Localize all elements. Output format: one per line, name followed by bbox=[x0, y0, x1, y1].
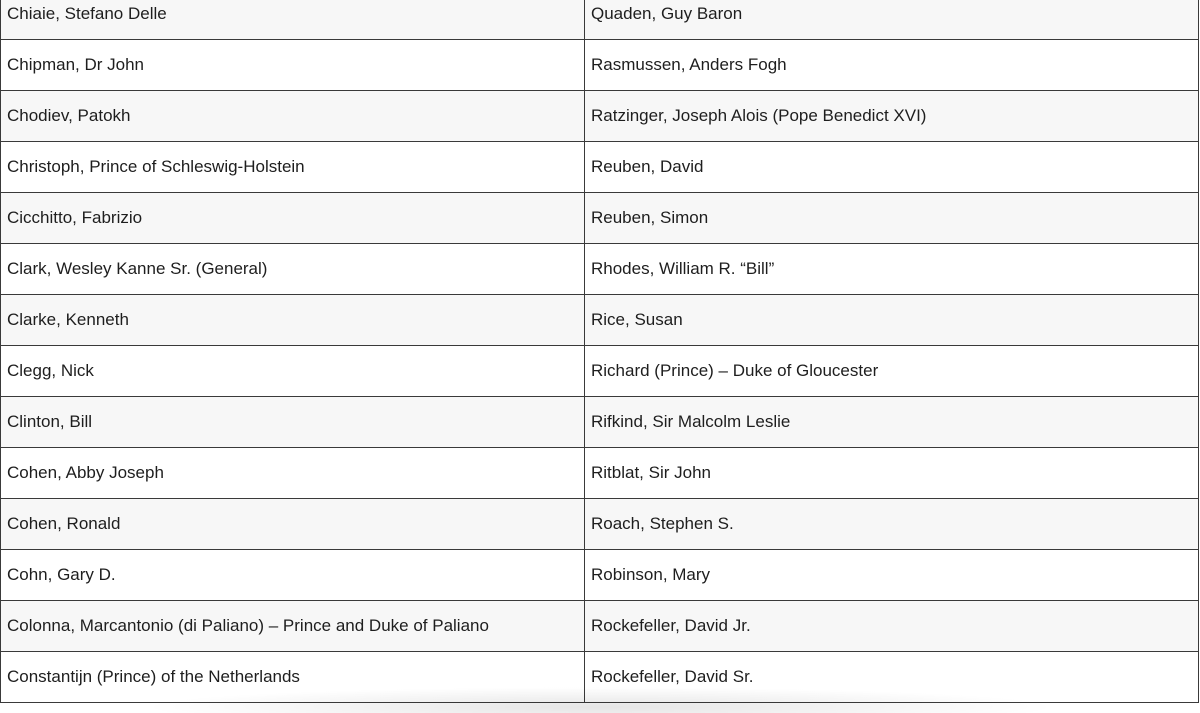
table-row bbox=[1, 193, 1199, 244]
left-name-cell: Christoph, Prince of Schleswig-Holstein bbox=[1, 142, 585, 193]
left-name-cell: Clarke, Kenneth bbox=[1, 295, 585, 346]
left-name-cell: Chipman, Dr John bbox=[1, 40, 585, 91]
right-name-cell: Rice, Susan bbox=[585, 295, 1199, 346]
right-name-cell: Reuben, David bbox=[585, 142, 1199, 193]
table-row bbox=[1, 652, 1199, 703]
left-name-cell: Clegg, Nick bbox=[1, 346, 585, 397]
right-name-cell: Rasmussen, Anders Fogh bbox=[585, 40, 1199, 91]
table-row bbox=[1, 499, 1199, 550]
left-name-cell: Colonna, Marcantonio (di Paliano) – Prince and Duke of Paliano bbox=[1, 601, 585, 652]
right-name-cell: Ritblat, Sir John bbox=[585, 448, 1199, 499]
left-name-cell: Cicchitto, Fabrizio bbox=[1, 193, 585, 244]
right-name-cell: Rockefeller, David Sr. bbox=[585, 652, 1199, 703]
left-name-cell: Clark, Wesley Kanne Sr. (General) bbox=[1, 244, 585, 295]
right-name-cell: Richard (Prince) – Duke of Gloucester bbox=[585, 346, 1199, 397]
table-row bbox=[1, 244, 1199, 295]
table-row bbox=[1, 295, 1199, 346]
right-name-cell: Reuben, Simon bbox=[585, 193, 1199, 244]
left-name-cell: Chodiev, Patokh bbox=[1, 91, 585, 142]
right-name-cell: Robinson, Mary bbox=[585, 550, 1199, 601]
left-name-cell: Cohen, Ronald bbox=[1, 499, 585, 550]
table-row bbox=[1, 601, 1199, 652]
table-row bbox=[1, 550, 1199, 601]
left-name-cell: Chiaie, Stefano Delle bbox=[1, 0, 585, 40]
table-row bbox=[1, 346, 1199, 397]
right-name-cell: Roach, Stephen S. bbox=[585, 499, 1199, 550]
table-row bbox=[1, 397, 1199, 448]
names-table-body bbox=[1, 0, 1199, 703]
left-name-cell: Cohn, Gary D. bbox=[1, 550, 585, 601]
left-name-cell: Constantijn (Prince) of the Netherlands bbox=[1, 652, 585, 703]
right-name-cell: Quaden, Guy Baron bbox=[585, 0, 1199, 40]
right-name-cell: Rockefeller, David Jr. bbox=[585, 601, 1199, 652]
right-name-cell: Rhodes, William R. “Bill” bbox=[585, 244, 1199, 295]
table-row bbox=[1, 91, 1199, 142]
right-name-cell: Ratzinger, Joseph Alois (Pope Benedict XVI) bbox=[585, 91, 1199, 142]
table-row bbox=[1, 448, 1199, 499]
left-name-cell: Clinton, Bill bbox=[1, 397, 585, 448]
table-row bbox=[1, 0, 1199, 40]
table-row bbox=[1, 40, 1199, 91]
table-row bbox=[1, 142, 1199, 193]
left-name-cell: Cohen, Abby Joseph bbox=[1, 448, 585, 499]
right-name-cell: Rifkind, Sir Malcolm Leslie bbox=[585, 397, 1199, 448]
